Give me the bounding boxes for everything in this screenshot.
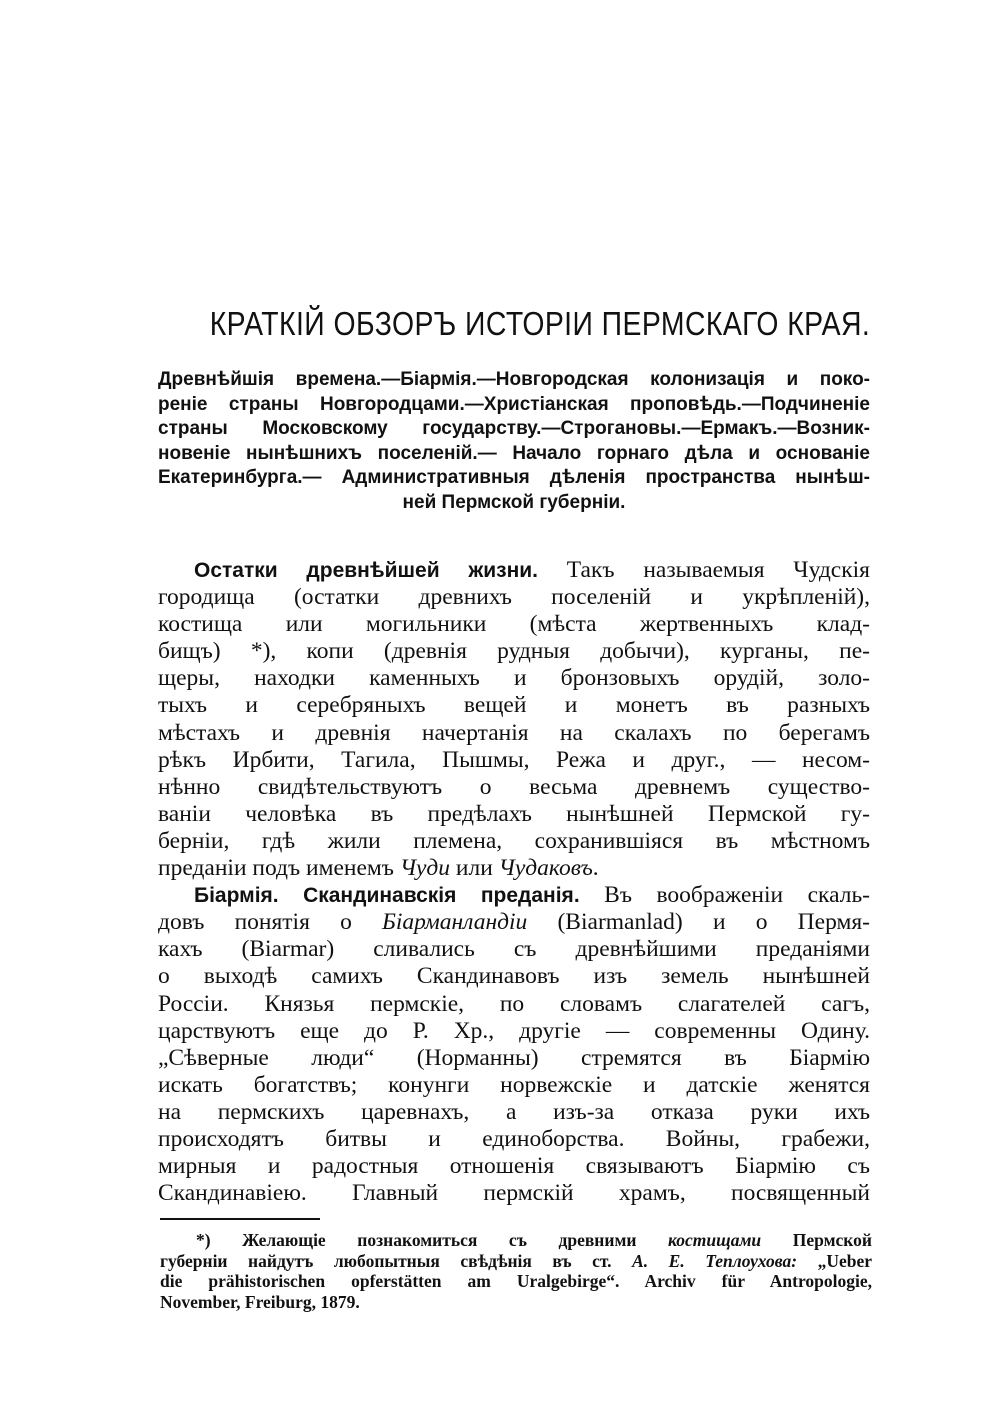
- text-line: [158, 1099, 870, 1126]
- text-segment: „Сѣверные люди“ (Норманны) стремятся въ Біармію: [158, 1044, 870, 1071]
- text-line: [158, 909, 870, 936]
- text-segment: *) Желающіе познакомиться съ древними: [196, 1230, 669, 1250]
- text-segment: Россіи. Князья пермскіе, по словамъ слагателей сагъ,: [158, 990, 870, 1017]
- text-segment: преданіи подъ именемъ: [158, 855, 400, 882]
- summary-line: Екатеринбурга.— Административныя дѣленія пространства нынѣш-: [158, 467, 870, 488]
- text-line: [158, 1153, 870, 1180]
- text-segment: Такъ называемыя Чудскія: [538, 557, 870, 583]
- text-segment: бищъ) *), копи (древнія рудныя добычи), курганы, пе-: [158, 638, 870, 665]
- text-segment: ваніи человѣка въ предѣлахъ нынѣшней Пермской гу-: [158, 800, 870, 827]
- summary-line: страны Московскому государству.—Строгановы.—Ермакъ.—Возник-: [158, 418, 870, 439]
- text-line: [158, 557, 870, 584]
- text-segment: берніи, гдѣ жили племена, сохранившіяся въ мѣстномъ: [158, 827, 870, 854]
- chapter-title: КРАТКІЙ ОБЗОРЪ ИСТОРІИ ПЕРМСКАГО КРАЯ.: [209, 305, 871, 342]
- text-segment: о выходѣ самихъ Скандинавовъ изъ земель нынѣшней: [158, 963, 870, 990]
- italic-text: Чуди: [399, 855, 451, 882]
- text-segment: мѣстахъ и древнія начертанія на скалахъ по берегамъ: [158, 719, 870, 746]
- section-heading: Біармія. Скандинавскія преданія.: [194, 884, 580, 908]
- text-segment: мирныя и радостныя отношенія связываютъ Біармію съ: [158, 1153, 870, 1180]
- text-line: [158, 584, 870, 611]
- text-segment: „Ueber: [797, 1250, 872, 1271]
- text-line: [158, 882, 870, 909]
- text-line: [158, 828, 870, 855]
- text-line: [158, 936, 870, 963]
- text-segment: die prähistorischen opferstätten am Uralgebirge“. Archiv für Antropologie,: [160, 1271, 872, 1291]
- text-segment: городища (остатки древнихъ поселеній и укрѣпленій),: [158, 584, 870, 611]
- summary-line: реніе страны Новгородцами.—Христіанская проповѣдь.—Подчиненіе: [158, 393, 870, 415]
- summary-line: новеніе нынѣшнихъ поселеній.— Начало горнаго дѣла и основаніе: [158, 442, 870, 464]
- chapter-summary: [158, 368, 870, 515]
- text-segment: кахъ (Biarmar) сливались съ древнѣйшими преданіями: [158, 936, 870, 963]
- text-segment: костища или могильники (мѣста жертвенныхъ клад-: [158, 611, 870, 638]
- text-segment: довъ понятія о: [158, 909, 383, 936]
- text-line: [158, 1018, 870, 1045]
- text-segment: нѣнно свидѣтельствуютъ о весьма древнемъ существо-: [158, 773, 870, 800]
- text-line: [158, 1126, 870, 1153]
- text-segment: щеры, находки каменныхъ и бронзовыхъ орудій, золо-: [158, 665, 870, 692]
- footnote-line: [160, 1230, 872, 1251]
- text-line: [158, 692, 870, 719]
- text-line: [158, 611, 870, 638]
- section-heading: Остатки древнѣйшей жизни.: [194, 559, 539, 582]
- italic-text: Чудаковъ: [498, 855, 593, 882]
- text-line: [158, 720, 870, 747]
- text-line: [158, 855, 870, 882]
- italic-text: костищами: [668, 1230, 762, 1250]
- text-segment: .: [592, 855, 599, 882]
- footnote-line: [160, 1271, 872, 1292]
- italic-text: А. Е. Теплоухова:: [632, 1250, 798, 1271]
- text-line: [158, 638, 870, 665]
- text-segment: Пермской: [761, 1230, 872, 1250]
- text-segment: губерніи найдутъ любопытныя свѣдѣнія въ ст.: [160, 1250, 633, 1271]
- italic-text: Біарманландіи: [382, 909, 528, 936]
- footnote-line: [160, 1292, 872, 1313]
- text-line: [158, 1045, 870, 1072]
- text-line: [158, 801, 870, 828]
- text-segment: на пермскихъ царевнахъ, а изъ-за отказа руки ихъ: [158, 1098, 870, 1125]
- text-line: [158, 1180, 870, 1207]
- footnote-line: [160, 1251, 872, 1272]
- footnote-divider: [160, 1218, 320, 1220]
- text-segment: происходятъ битвы и единоборства. Войны, грабежи,: [158, 1125, 870, 1152]
- text-line: [158, 665, 870, 692]
- text-segment: царствуютъ еще до Р. Хр., другіе — современны Одину.: [158, 1017, 870, 1044]
- text-line: [158, 1072, 870, 1099]
- text-segment: Въ воображеніи скаль-: [579, 882, 870, 909]
- text-line: [158, 774, 870, 801]
- text-line: [158, 963, 870, 990]
- footnote: [160, 1230, 872, 1312]
- text-segment: рѣкъ Ирбити, Тагила, Пышмы, Режа и друг., — несом-: [158, 746, 870, 773]
- text-segment: Скандинавіею. Главный пермскій храмъ, посвященный: [158, 1180, 870, 1207]
- text-segment: (Biarmanlad) и о Пермя-: [527, 909, 870, 936]
- text-segment: искать богатствъ; конунги норвежскіе и датскіе женятся: [158, 1071, 870, 1098]
- text-segment: тыхъ и серебряныхъ вещей и монетъ въ разныхъ: [158, 692, 870, 719]
- text-segment: или: [450, 855, 499, 882]
- summary-line: ней Пермской губерніи.: [402, 491, 626, 513]
- summary-line: Древнѣйшія времена.—Біармія.—Новгородская колонизація и поко-: [158, 369, 870, 390]
- text-line: [158, 747, 870, 774]
- text-line: [158, 991, 870, 1018]
- text-segment: November, Freiburg, 1879.: [160, 1291, 360, 1312]
- main-text: [158, 557, 870, 1207]
